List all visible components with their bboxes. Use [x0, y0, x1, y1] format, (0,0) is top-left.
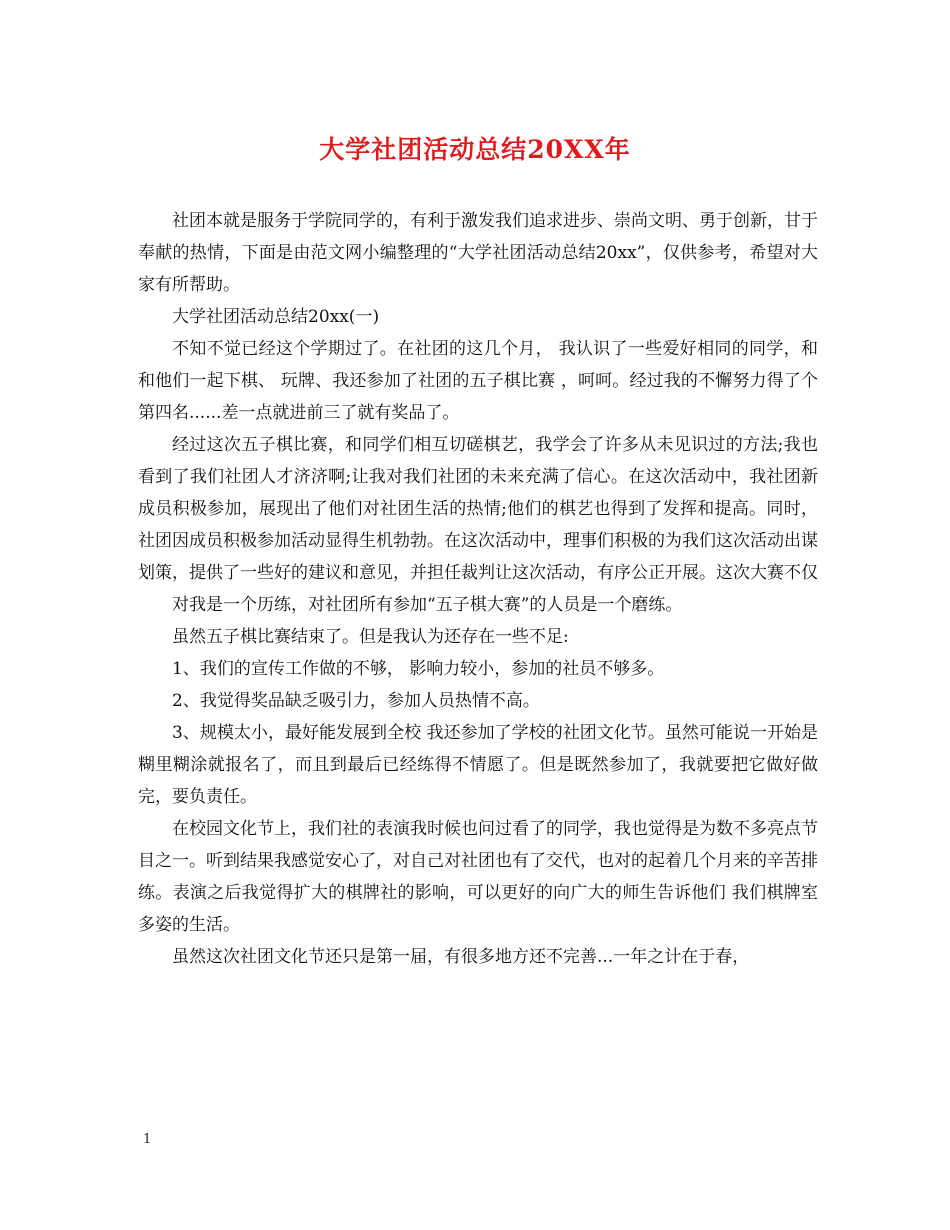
paragraph: 虽然这次社团文化节还只是第一届，有很多地方还不完善...一年之计在于春， [172, 947, 750, 967]
paragraph: 对我是一个历练，对社团所有参加“五子棋大赛”的人员是一个磨练。 [172, 595, 683, 615]
paragraph: 在校园文化节上，我们社的表演我时候也问过看了的同学，我也觉得是为数不多亮点节目之一。听到结果我感觉安心了，对自己对社团也有了交代，也对的起着几个月来的辛苦排练。表演之后我觉得扩大的棋牌社的影响，可以更好的向广大的师生告诉他们 我们棋牌室多姿的生活。 [138, 819, 818, 935]
paragraph: 虽然五子棋比赛结束了。但是我认为还存在一些不足: [172, 627, 569, 647]
paragraph: 不知不觉已经这个学期过了。在社团的这几个月， 我认识了一些爱好相同的同学，和和他们一起下棋、 玩牌、我还参加了社团的五子棋比赛 ，呵呵。经过我的不懈努力得了个第四名......差一点就进前三了就有奖品了。 [138, 339, 818, 423]
document-body [138, 205, 818, 973]
list-item: 2、我觉得奖品缺乏吸引力，参加人员热情不高。 [172, 691, 540, 711]
page-number: 1 [143, 1132, 152, 1147]
document-title: 大学社团活动总结20XX年 [319, 135, 631, 164]
list-item: 1、我们的宣传工作做的不够， 影响力较小，参加的社员不够多。 [172, 659, 665, 679]
paragraph: 经过这次五子棋比赛，和同学们相互切磋棋艺，我学会了许多从未见识过的方法;我也看到了我们社团人才济济啊;让我对我们社团的未来充满了信心。在这次活动中，我社团新成员积极参加，展现出了他们对社团生活的热情;他们的棋艺也得到了发挥和提高。同时，社团因成员积极参加活动显得生机勃勃。在这次活动中，理事们积极的为我们这次活动出谋划策，提供了一些好的建议和意见，并担任裁判让这次活动，有序公正开展。这次大赛不仅 [138, 435, 818, 583]
paragraph-intro: 社团本就是服务于学院同学的，有利于激发我们追求进步、崇尚文明、勇于创新，甘于奉献的热情，下面是由范文网小编整理的“大学社团活动总结20xx”，仅供参考，希望对大家有所帮助。 [138, 211, 818, 295]
paragraph-subtitle: 大学社团活动总结20xx(一) [172, 307, 380, 327]
list-item: 3、规模太小，最好能发展到全校 我还参加了学校的社团文化节。虽然可能说一开始是糊里糊涂就报名了，而且到最后已经练得不情愿了。但是既然参加了，我就要把它做好做完，要负责任。 [138, 723, 818, 807]
